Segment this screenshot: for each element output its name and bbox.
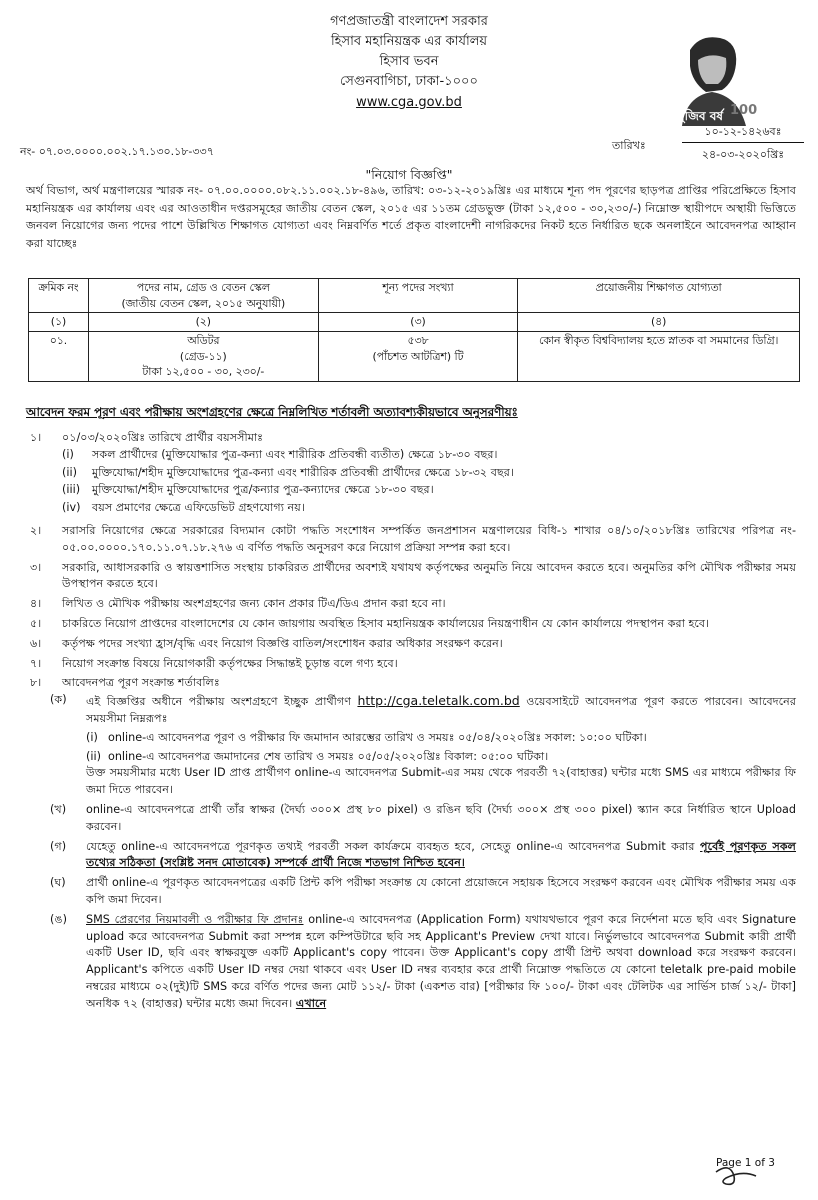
table-row	[29, 331, 800, 381]
memo-reference: নং- ০৭.০৩.০০০০.০০২.১৭.১৩০.১৮-৩৩৭	[20, 145, 214, 158]
age-rule-3: (iii) মুক্তিযোদ্ধা/শহীদ মুক্তিযোদ্ধাদের পুত্র/কন্যার পুত্র-কন্যাদের ক্ষেত্রে ১৮-৩০ বছর।	[62, 483, 434, 497]
condition-8-ka: (ক) এই বিজ্ঞপ্তির অধীনে পরীক্ষায় অংশগ্রহণে ইচ্ছুক প্রার্থীগণ http://cga.teletalk.com.bd ওয়েবসাইটে আবেদনপত্র পূরণ করতে পারবেন। আবেদনের সময়সীমা নিম্নরূপঃ (i) online-এ আবেদনপত্র পূরণ ও পরীক্ষার ফি জমাদান আরম্ভের তারিখ ও সময়ঃ ০৫/০৪/২০২০খ্রিঃ সকাল: ১০:০০ ঘটিকা। (ii) online-এ আবেদনপত্র জমাদানের শেষ তারিখ ও সময়ঃ ০৫/০৫/২০২০খ্রিঃ বিকাল: ০৫:০০ ঘটিকা। উক্ত সময়সীমার মধ্যে User ID প্রাপ্ত প্রার্থীগণ online-এ আবেদনপত্র Submit-এর সময় থেকে পরবর্তী ৭২(বাহাত্তর) ঘন্টার মধ্যে SMS এর মাধ্যমে পরীক্ষার ফি জমা দিতে পারবেন।	[24, 692, 796, 799]
vacancy-table	[28, 278, 800, 382]
logo-number: 100	[730, 103, 758, 118]
condition-8: ৮। আবেদনপত্র পূরণ সংক্রান্ত শর্তাবলিঃ	[30, 676, 220, 690]
notice-title: "নিয়োগ বিজ্ঞপ্তি"	[365, 167, 453, 182]
header-qualification: প্রয়োজনীয় শিক্ষাগত যোগ্যতা	[518, 279, 800, 313]
logo-text: মুজিব বর্ষ	[678, 109, 723, 123]
row-vacancy: ৫৩৮ (পাঁচশত আটত্রিশ) টি	[318, 331, 518, 381]
age-rule-1: (i) সকল প্রার্থীদের (মুক্তিযোদ্ধার পুত্র-কন্যা এবং শারীরিক প্রতিবন্ধী ব্যতীত) ক্ষেত্রে ১৮-৩০ বছর।	[62, 447, 498, 461]
row-post: অডিটর (গ্রেড-১১) টাকা ১২,৫০০ - ৩০, ২৩০/-	[88, 331, 318, 381]
header-serial: ক্রমিক নং	[29, 279, 89, 313]
row-qualification: কোন স্বীকৃত বিশ্ববিদ্যালয় হতে স্নাতক বা সমমানের ডিগ্রি।	[518, 331, 800, 381]
condition-8-gha: (ঘ) প্রার্থী online-এ পূরণকৃত আবেদনপত্রের একটি প্রিন্ট কপি পরীক্ষা সংক্রান্ত যে কোনো প্রয়োজনে সহায়ক হিসেবে সংরক্ষণ করবেন এবং মৌখিক পরীক্ষার সময় এক কপি জমা দিবেন।	[50, 876, 796, 906]
condition-1: ১। ০১/০৩/২০২০খ্রিঃ তারিখে প্রার্থীর বয়সসীমাঃ (i) সকল প্রার্থীদের (মুক্তিযোদ্ধার পুত্র-কন্যা এবং শারীরিক প্রতিবন্ধী ব্যতীত) ক্ষেত্রে ১৮-৩০ বছর। (ii) মুক্তিযোদ্ধা/শহীদ মুক্তিযোদ্ধাদের পুত্র-কন্যা এবং শারীরিক প্রতিবন্ধী প্রার্থীদের ক্ষেত্রে ১৮-৩২ বছর। (iii) মুক্তিযোদ্ধা/শহীদ মুক্তিযোদ্ধাদের পুত্র/কন্যার পুত্র-কন্যাদের ক্ষেত্রে ১৮-৩০ বছর। (iv) বয়স প্রমাণের ক্ষেত্রে এফিডেভিট গ্রহণযোগ্য নয়।	[24, 430, 796, 517]
address: সেগুনবাগিচা, ঢাকা-১০০০	[340, 74, 478, 90]
header-post: পদের নাম, গ্রেড ও বেতন স্কেল (জাতীয় বেতন স্কেল, ২০১৫ অনুযায়ী)	[88, 279, 318, 313]
time-rule-2: (ii) online-এ আবেদনপত্র জমাদানের শেষ তারিখ ও সময়ঃ ০৫/০৫/২০২০খ্রিঃ বিকাল: ০৫:০০ ঘটিকা।	[86, 749, 549, 763]
condition-8-ga: (গ) যেহেতু online-এ আবেদনপত্রে পূরণকৃত তথ্যই পরবর্তী সকল কার্যক্রমে ব্যবহৃত হবে, সেহেতু online-এ আবেদনপত্র Submit করার পূর্বেই পূরণকৃত সকল তথ্যের সঠিকতা (সংশ্লিষ্ট সনদ মোতাবেক) সম্পর্কে প্রার্থী নিজে শতভাগ নিশ্চিত হবেন।	[50, 839, 796, 870]
condition-3: ৩। সরকারি, আধাসরকারি ও স্বায়ত্তশাসিত সংস্থায় চাকরিরত প্রার্থীদের অবশ্যই যথাযথ কর্তৃপক্ষের অনুমতি নিয়ে আবেদন করতে হবে। অনুমতির কপি মৌখিক পরীক্ষার সময় উপস্থাপন করতে হবে।	[30, 560, 796, 591]
teletalk-url-link[interactable]: http://cga.teletalk.com.bd	[357, 693, 520, 709]
date-bangla: ১০-১২-১৪২৬বঃ	[682, 124, 804, 143]
table-header-row	[29, 279, 800, 313]
building-name: হিসাব ভবন	[379, 54, 439, 70]
page-number: Page 1 of 3	[716, 1157, 775, 1169]
sms-heading: SMS প্রেরণের নিয়মাবলী ও পরীক্ষার ফি প্রদানঃ	[86, 912, 304, 926]
condition-8-uma: (ঙ) SMS প্রেরণের নিয়মাবলী ও পরীক্ষার ফি প্রদানঃ online-এ আবেদনপত্র (Application Form) যথাযথভাবে পূরণ করে নির্দেশনা মতে ছবি এবং Signature upload করে আবেদনপত্র Submit করা সম্পন্ন হলে কম্পিউটারে ছবি সহ Applicant's Preview দেখা যাবে। নির্ভুলভাবে আবেদনপত্র Submit কারী প্রার্থী একটি User ID, ছবি এবং স্বাক্ষরযুক্ত একটি Applicant's copy পাবেন। উক্ত Applicant's copy প্রার্থী প্রিন্ট অথবা download করে সংরক্ষণ করবেন। Applicant's কপিতে একটি User ID নম্বর দেয়া থাকবে এবং User ID নম্বর ব্যবহার করে প্রার্থী নিম্নোক্ত পদ্ধতিতে যে কোনো teletalk pre-paid mobile নম্বরের মাধ্যমে ০২(দুই)টি SMS করে বর্ণিত পদের জন্য মোট ১১২/- টাকা (একশত বার) [পরীক্ষার ফি ১০০/- টাকা এবং টেলিটক এর সার্ভিস চার্জ ১২/- টাকা] অনধিক ৭২ (বাহাত্তর) ঘন্টার মধ্যে জমা দিবেন। এখানে	[50, 912, 796, 1010]
date-label: তারিখঃ	[612, 139, 646, 152]
signature-mark	[712, 1162, 760, 1194]
condition-2: ২। সরাসরি নিয়োগের ক্ষেত্রে সরকারের বিদ্যমান কোটা পদ্ধতি সংশোধন সম্পর্কিত জনপ্রশাসন মন্ত্রণালয়ের বিধি-১ শাখার ০৪/১০/২০১৮খ্রিঃ তারিখের পরিপত্র নং- ০৫.০০.০০০০.১৭০.১১.০৭.১৮.২৭৬ এ বর্ণিত পদ্ধতি অনুসরণ করে নিয়োগ প্রক্রিয়া সম্পন্ন করা হবে।	[30, 523, 796, 554]
condition-6: ৬। কর্তৃপক্ষ পদের সংখ্যা হ্রাস/বৃদ্ধি এবং নিয়োগ বিজ্ঞপ্তি বাতিল/সংশোধন করার অধিকার সংরক্ষণ করেন।	[30, 636, 503, 650]
row-serial: ০১.	[29, 331, 89, 381]
conditions-list	[24, 430, 796, 1016]
mujib-borsho-logo	[672, 30, 758, 126]
accuracy-warning: পূর্বেই পূরণকৃত সকল তথ্যের সঠিকতা (সংশ্লিষ্ট সনদ মোতাবেক) সম্পর্কে প্রার্থী নিজে শতভাগ নিশ্চিত হবেন।	[86, 839, 796, 870]
time-rule-1: (i) online-এ আবেদনপত্র পূরণ ও পরীক্ষার ফি জমাদান আরম্ভের তারিখ ও সময়ঃ ০৫/০৪/২০২০খ্রিঃ সকাল: ১০:০০ ঘটিকা।	[86, 730, 647, 744]
table-column-number-row: (১) (২) (৩) (৪)	[29, 313, 800, 332]
condition-4: ৪। লিখিত ও মৌখিক পরীক্ষায় অংশগ্রহণের জন্য কোন প্রকার টিএ/ডিএ প্রদান করা হবে না।	[30, 597, 446, 611]
govt-name: গণপ্রজাতন্ত্রী বাংলাদেশ সরকার	[330, 14, 488, 29]
condition-5: ৫। চাকরিতে নিয়োগ প্রাপ্তদের বাংলাদেশের যে কোন জায়গায় অবস্থিত হিসাব মহানিয়ন্ত্রক কার্যালয়ের নিয়ন্ত্রণাধীন যে কোন কার্যালয়ে পদস্থাপন করা হবে।	[30, 616, 710, 630]
office-name: হিসাব মহানিয়ন্ত্রক এর কার্যালয়	[330, 34, 488, 50]
age-rule-2: (ii) মুক্তিযোদ্ধা/শহীদ মুক্তিযোদ্ধাদের পুত্র-কন্যা এবং শারীরিক প্রতিবন্ধী প্রার্থীদের ক্ষেত্রে ১৮-৩২ বছর।	[62, 465, 514, 479]
website-link[interactable]: www.cga.gov.bd	[356, 94, 462, 110]
header-vacancy: শূন্য পদের সংখ্যা	[318, 279, 518, 313]
condition-7: ৭। নিয়োগ সংক্রান্ত বিষয়ে নিয়োগকারী কর্তৃপক্ষের সিদ্ধান্তই চূড়ান্ত বলে গণ্য হবে।	[30, 656, 398, 670]
date-english: ২৪-০৩-২০২০খ্রিঃ	[701, 148, 785, 161]
condition-8-kha: (খ) online-এ আবেদনপত্রে প্রার্থী তাঁর স্বাক্ষর (দৈর্ঘ্য ৩০০× প্রস্থ ৮০ pixel) ও রঙিন ছবি (দৈর্ঘ্য ৩০০× প্রস্থ ৩০০ pixel) স্ক্যান করে নির্ধারিত স্থানে Upload করবেন।	[50, 802, 796, 833]
fee-deadline-text: উক্ত সময়সীমার মধ্যে User ID প্রাপ্ত প্রার্থীগণ online-এ আবেদনপত্র Submit-এর সময় থেকে পরবর্তী ৭২(বাহাত্তর) ঘন্টার মধ্যে SMS এর মাধ্যমে পরীক্ষার ফি জমা দিতে পারবেন।	[86, 766, 796, 797]
age-rule-4: (iv) বয়স প্রমাণের ক্ষেত্রে এফিডেভিট গ্রহণযোগ্য নয়।	[62, 501, 305, 515]
intro-paragraph: অর্থ বিভাগ, অর্থ মন্ত্রণালয়ের স্মারক নং- ০৭.০০.০০০০.০৮২.১১.০০২.১৮-৪৯৬, তারিখ: ০৩-১২-২০১৯খ্রিঃ এর মাধ্যমে শূন্য পদ পূরণের ছাড়পত্র প্রাপ্তির পরিপ্রেক্ষিতে হিসাব মহানিয়ন্ত্রক এর কার্যালয় এবং এর আওতাধীন দপ্তরসমূহের জাতীয় বেতন স্কেল, ২০১৫ এর ১১তম গ্রেডভুক্ত (টাকা ১২,৫০০ - ৩০,২৩০/-) নিম্নোক্ত স্থায়ীপদে অস্থায়ী ভিত্তিতে জনবল নিয়োগের জন্য পদের পাশে উল্লিখিত শিক্ষাগত যোগ্যতা এবং নিম্নবর্ণিত শর্তে প্রকৃত বাংলাদেশী নাগরিকদের নিকট হতে নির্ধারিত ছকে অনলাইনে আবেদনপত্র আহ্বান করা যাচ্ছেঃ	[26, 184, 796, 251]
conditions-heading: আবেদন ফরম পূরণ এবং পরীক্ষায় অংশগ্রহণের ক্ষেত্রে নিম্নলিখিত শর্তাবলী অত্যাবশ্যকীয়ভাবে অনুসরণীয়ঃ	[26, 405, 518, 419]
